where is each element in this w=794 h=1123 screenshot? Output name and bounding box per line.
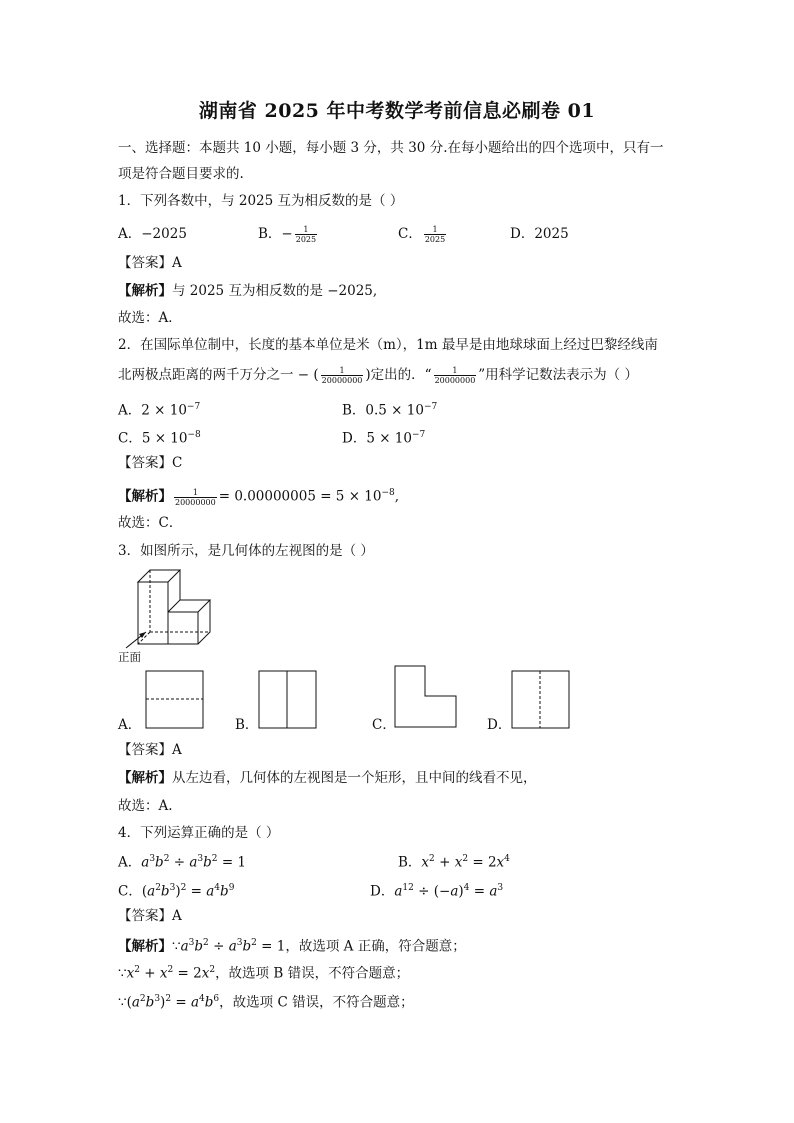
q3-front-label: 正面 (118, 650, 141, 664)
q3-option-c-label: C． (372, 717, 396, 733)
q3-solid-figure (118, 566, 218, 660)
q3-option-d-figure (511, 670, 571, 730)
q3-option-d-label: D． (487, 717, 512, 733)
q3-option-b-label: B． (235, 717, 259, 733)
q1-conclusion: 故选：A． (118, 310, 182, 326)
q3-option-a-figure (145, 670, 205, 730)
q1-option-d: D．2025 (510, 226, 569, 242)
q4-option-a: A．$a^3b^2 \div a^3b^2 = 1$ (118, 854, 247, 871)
q1-option-b-prefix: B．− (258, 226, 293, 242)
q4-option-d: D．$a^{12} \div (-a)^4 = a^3$ (370, 883, 504, 900)
q1-option-c-prefix: C． (398, 226, 422, 242)
q1-option-c-fraction: $\frac{1}{2025}$ (424, 225, 446, 244)
q2-analysis: 【解析】 $\frac{1}{20000000}$ = $0.00000005 = 5 \times 10^{-8}$, (118, 487, 400, 507)
q4-stem: 4．下列运算正确的是（ ） (118, 825, 280, 841)
q4-option-c: C．$(a^2b^3)^2 = a^4b^9$ (118, 883, 235, 900)
q3-option-c-figure (394, 665, 458, 729)
q2-option-c: C．$5 \times 10^{-8}$ (118, 430, 201, 447)
q4-analysis-line2: $\because x^2 + x^2 = 2x^2$，故选项 B 错误，不符合题意； (118, 965, 410, 982)
section-header-line1: 一、选择题：本题共 10 小题，每小题 3 分，共 30 分.在每小题给出的四个选项中，只有一 (118, 140, 664, 156)
q1-stem: 1．下列各数中，与 2025 互为相反数的是（ ） (118, 193, 404, 209)
q3-answer: 【答案】A (118, 742, 182, 758)
page-title: 湖南省 2025 年中考数学考前信息必刷卷 01 (198, 100, 596, 122)
q3-stem: 3．如图所示，是几何体的左视图的是（ ） (118, 543, 374, 559)
q4-answer: 【答案】A (118, 908, 182, 924)
q2-conclusion: 故选：C． (118, 515, 183, 531)
q4-analysis-line3: $\because(a^2b^3)^2 = a^4b^6$，故选项 C 错误，不符合题意； (118, 994, 414, 1011)
q1-answer: 【答案】A (118, 255, 182, 271)
q2-option-a: A．$2 \times 10^{-7}$ (118, 402, 201, 419)
q2-option-d: D．$5 \times 10^{-7}$ (342, 430, 426, 447)
q3-option-b-figure (258, 670, 318, 730)
q1-option-a: A．−2025 (118, 226, 187, 242)
q1-analysis: 【解析】与 2025 互为相反数的是 −2025, (118, 283, 378, 299)
section-header-line2: 项是符合题目要求的. (118, 166, 244, 182)
q2-option-b: B．$0.5 \times 10^{-7}$ (342, 402, 438, 419)
q2-answer: 【答案】C (118, 455, 183, 471)
q2-stem-line2: 北两极点距离的两千万分之一 − ( $\frac{1}{20000000}$ )定出的．“ $\frac{1}{20000000}$ ”用科学记数法表示为（ ） (118, 366, 638, 385)
q1-option-c (398, 225, 448, 244)
q3-option-a-label: A． (118, 717, 142, 733)
q3-conclusion: 故选：A. (118, 798, 173, 814)
q3-analysis: 【解析】从左边看，几何体的左视图是一个矩形，且中间的线看不见， (118, 770, 537, 786)
q1-option-b (258, 225, 319, 244)
q2-stem-line1: 2．在国际单位制中，长度的基本单位是米（m），1m 最早是由地球球面上经过巴黎经线南 (118, 337, 658, 353)
q4-option-b: B．$x^2 + x^2 = 2x^4$ (398, 854, 510, 871)
q1-option-b-fraction: $\frac{1}{2025}$ (295, 225, 317, 244)
q4-analysis-line1: 【解析】$\because a^3b^2 \div a^3b^2 = 1$，故选项 A 正确，符合题意； (118, 938, 466, 955)
